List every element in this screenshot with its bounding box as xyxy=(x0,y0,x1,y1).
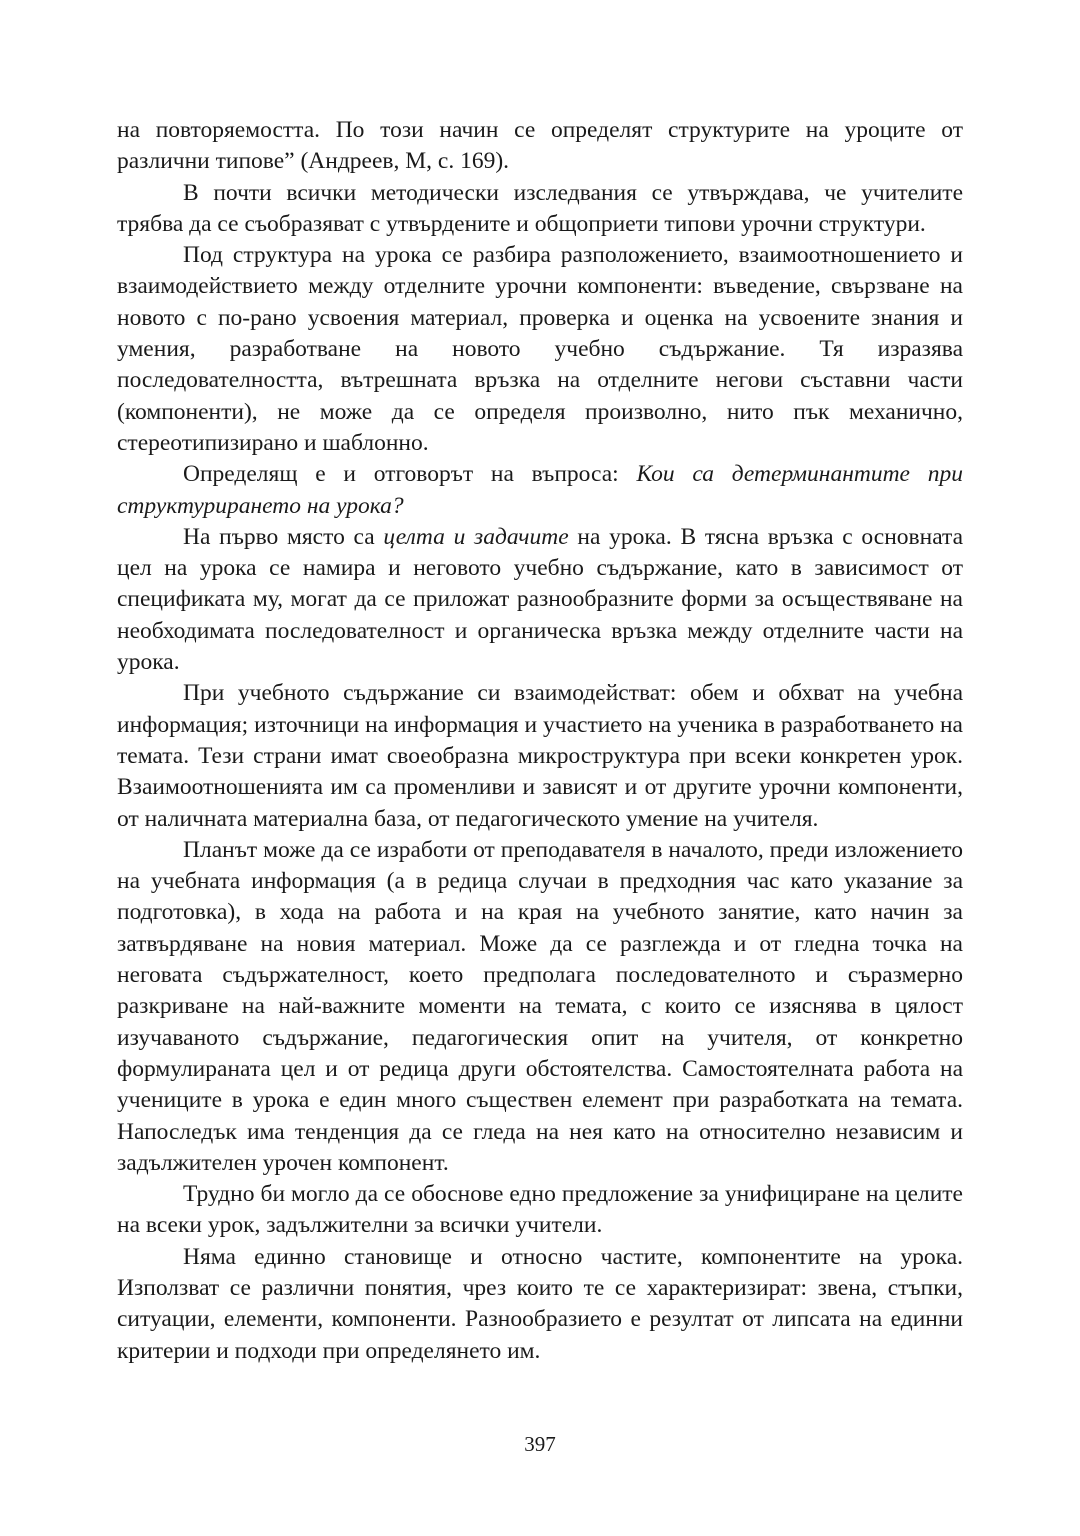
text-segment: Под структура на урока се разбира разположението, взаимоотношението и взаимодействието между отделните урочни компоненти: въведение, свързване на новото с по-рано усвоения материал, проверка и оценка на усвоените знания и умения, разработване на новото учебно съдържание. Тя изразява последователността, вътрешната връзка на отделните негови съставни части (компоненти), не може да се определя произволно, нито пък механично, стереотипизирано и шаблонно. xyxy=(117,242,963,456)
text-segment: На първо място са xyxy=(183,523,384,550)
text-segment: В почти всички методически изследвания се утвърждава, че учителите трябва да се съобразяват с утвърдените и общоприети типови урочни структури. xyxy=(117,179,963,237)
paragraph xyxy=(117,178,963,241)
paragraph xyxy=(117,1242,963,1367)
text-segment: При учебното съдържание си взаимодействат: обем и обхват на учебна информация; източници на информация и участието на ученика в разработването на темата. Тези страни имат своеобразна микроструктура при всеки конкретен урок. Взаимоотношенията им са променливи и зависят и от другите урочни компоненти, от наличната материална база, от педагогическото умение на учителя. xyxy=(117,680,963,832)
italic-text: Кои са детерминантите при структурирането на урока? xyxy=(117,461,963,519)
paragraph xyxy=(117,678,963,834)
text-segment: Планът може да се изработи от преподавателя в началото, преди изложението на учебната информация (а в редица случаи в предходния час като указание за подготовка), в хода на работа и на края на учебното занятие, като начин за затвърдяване на новия материал. Може да се разглежда и от гледна точка на неговата съдържателност, което предполага последователното и съразмерно разкриване на най-важните моменти на темата, с които се изяснява в цялост изучаваното съдържание, педагогическия опит на учителя, от конкретно формулираната цел и от редица други обстоятелства. Самостоятелната работа на учениците в урока е един много съществен елемент при разработката на темата. Напоследък има тенденция да се гледа на нея като на относително независим и задължителен урочен компонент. xyxy=(117,836,963,1176)
paragraph xyxy=(117,459,963,522)
text-segment: Определящ е и отговорът на въпроса: xyxy=(183,461,637,488)
page-body xyxy=(117,115,963,1367)
page-number: 397 xyxy=(524,1432,556,1456)
text-segment: на повторяемостта. По този начин се определят структурите на уроците от различни типове” (Андреев, М, с. 169). xyxy=(117,117,963,175)
paragraph xyxy=(117,522,963,678)
paragraph xyxy=(117,115,963,178)
paragraph xyxy=(117,240,963,459)
text-segment: Трудно би могло да се обоснове едно предложение за унифициране на целите на всеки урок, задължителни за всички учители. xyxy=(117,1181,963,1239)
paragraph xyxy=(117,1179,963,1242)
text-segment: Няма единно становище и относно частите, компонентите на урока. Използват се различни понятия, чрез които те се характеризират: звена, стъпки, ситуации, елементи, компоненти. Разнообразието е резултат от липсата на единни критерии и подходи при определянето им. xyxy=(117,1243,963,1364)
text-segment: на урока. В тясна връзка с основната цел на урока се намира и неговото учебно съдържание, като в зависимост от спецификата му, могат да се приложат разнообразните форми за осъществяване на необходимата последователност и органическа връзка между отделните части на урока. xyxy=(117,523,964,676)
paragraph xyxy=(117,835,963,1179)
italic-text: целта и задачите xyxy=(383,523,569,550)
